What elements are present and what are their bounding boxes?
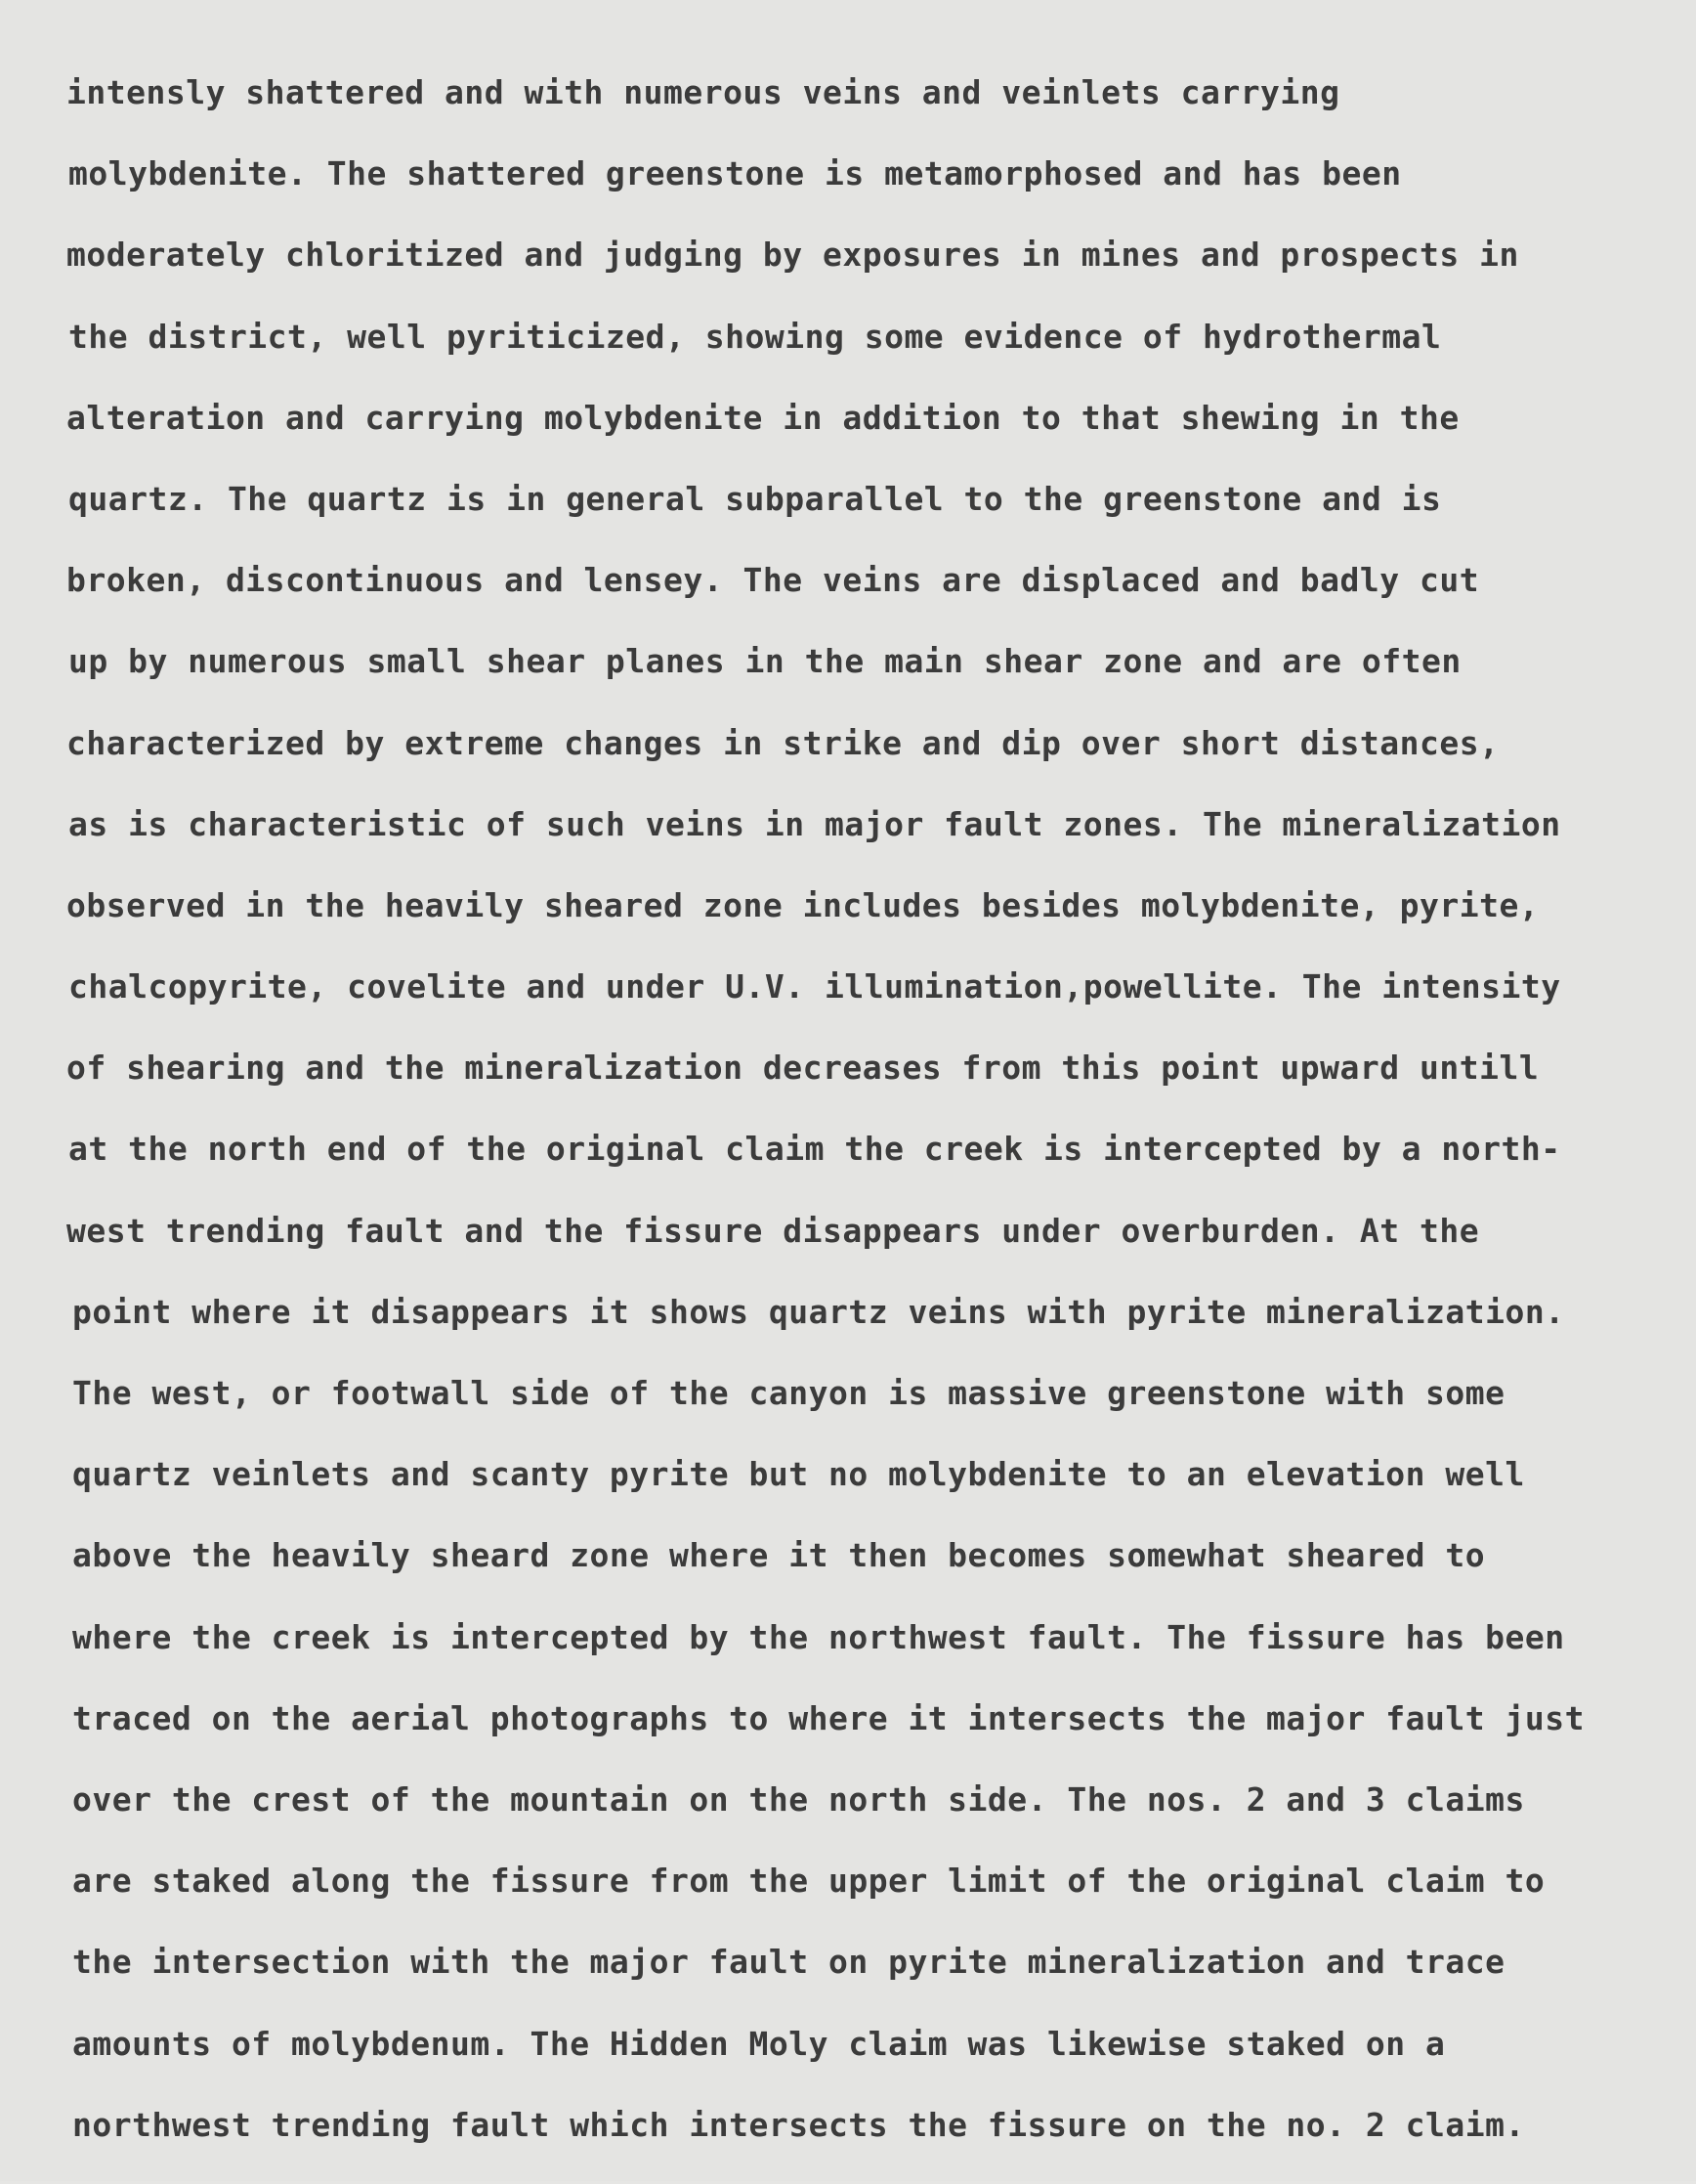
text-line: The west, or footwall side of the canyon is massive greenstone with some [72,1374,1505,1412]
text-line: the district, well pyriticized, showing some evidence of hydrothermal [68,317,1442,356]
text-line: as is characteristic of such veins in major fault zones. The mineralization [68,804,1561,843]
text-line: traced on the aerial photographs to where it intersects the major fault just [72,1698,1585,1737]
text-line: where the creek is intercepted by the northwest fault. The fissure has been [72,1617,1565,1656]
text-line: broken, discontinuous and lensey. The veins are displaced and badly cut [66,561,1480,600]
text-line: molybdenite. The shattered greenstone is metamorphosed and has been [68,154,1402,193]
text-line: quartz. The quartz is in general subparallel to the greenstone and is [68,479,1442,518]
text-line: quartz veinlets and scanty pyrite but no molybdenite to an elevation well [72,1455,1525,1494]
text-line: over the crest of the mountain on the north side. The nos. 2 and 3 claims [72,1779,1525,1819]
text-line: characterized by extreme changes in strike and dip over short distances, [66,723,1500,762]
text-line: above the heavily sheard zone where it then becomes somewhat sheared to [72,1536,1486,1575]
text-line: the intersection with the major fault on pyrite mineralization and trace [72,1943,1505,1982]
text-line: at the north end of the original claim the creek is intercepted by a north- [68,1130,1561,1169]
text-line: intensly shattered and with numerous veins and veinlets carrying [66,73,1340,111]
text-line: west trending fault and the fissure disappears under overburden. At the [66,1211,1480,1250]
text-line: alteration and carrying molybdenite in addition to that shewing in the [66,398,1460,437]
text-body [66,70,1649,2184]
text-line: northwest trending fault which intersects the fissure on the no. 2 claim. [72,2105,1525,2144]
text-line: chalcopyrite, covelite and under U.V. illumination,powellite. The intensity [68,967,1561,1006]
text-line: amounts of molybdenum. The Hidden Moly claim was likewise staked on a [72,2024,1446,2063]
text-line: of shearing and the mineralization decreases from this point upward untill [66,1049,1540,1088]
text-line: observed in the heavily sheared zone includes besides molybdenite, pyrite, [66,885,1540,924]
text-line: point where it disappears it shows quartz veins with pyrite mineralization. [72,1292,1565,1331]
text-line: are staked along the fissure from the upper limit of the original claim to [72,1862,1546,1901]
text-line: moderately chloritized and judging by exposures in mines and prospects in [66,236,1519,275]
text-line: up by numerous small shear planes in the main shear zone and are often [68,642,1462,681]
